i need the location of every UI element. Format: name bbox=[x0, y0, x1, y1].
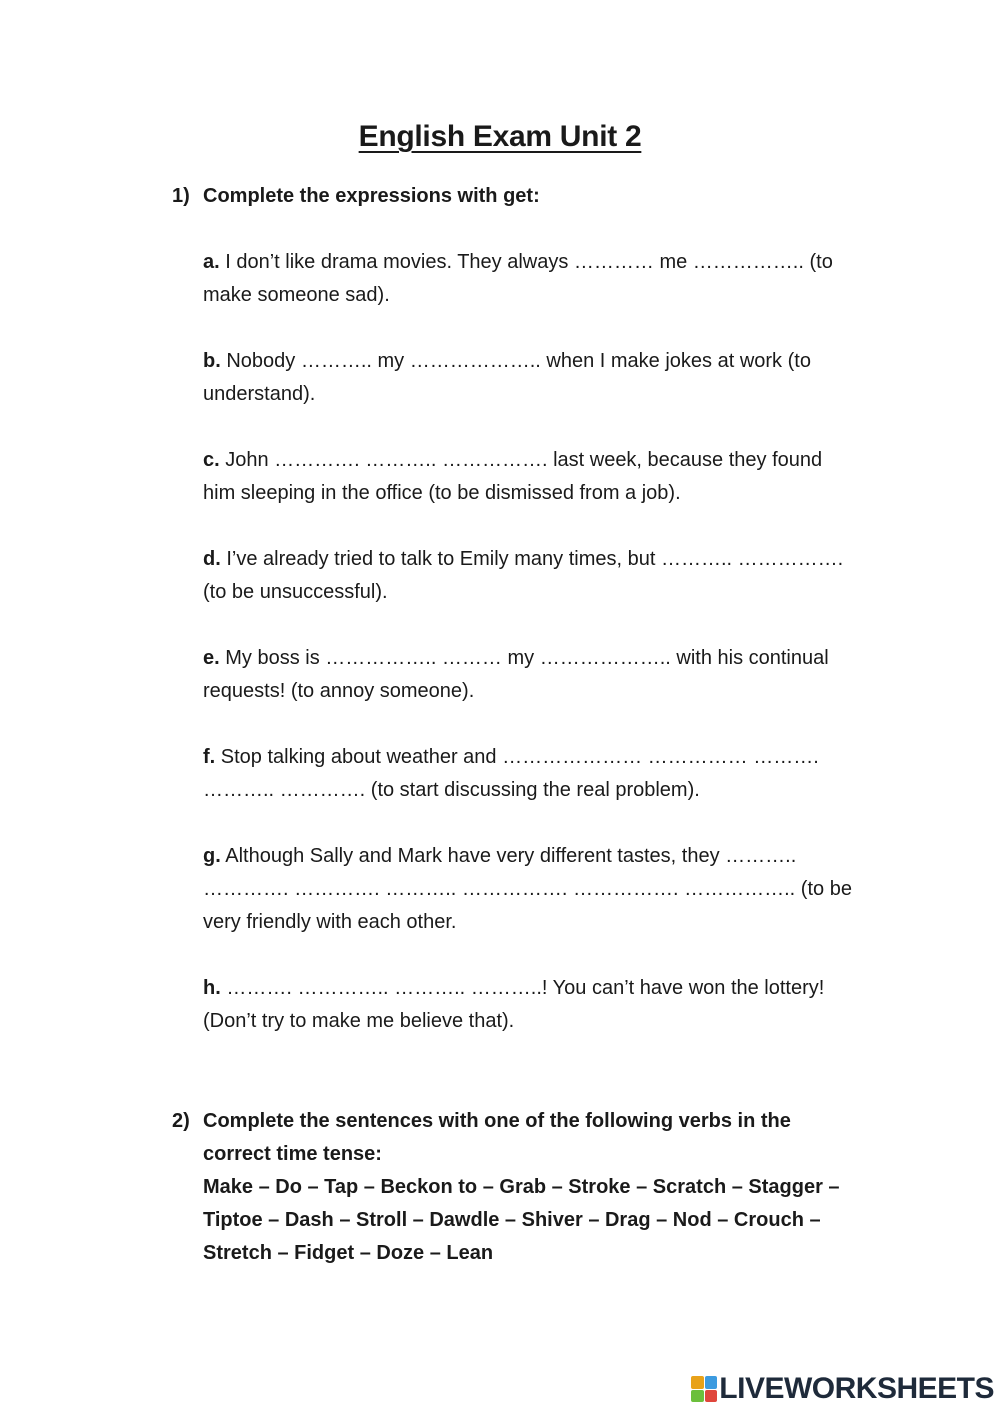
item-letter: b. bbox=[203, 350, 221, 372]
item-text: I’ve already tried to talk to Emily many times, but ……….. ……………. (to be unsuccessful). bbox=[203, 548, 844, 603]
exercise-item-a bbox=[203, 246, 853, 312]
question-prompt: Complete the sentences with one of the following verbs in the correct time tense: bbox=[203, 1110, 791, 1165]
item-text: ………. ………….. ……….. ………..! You can’t have won the lottery! (Don’t try to make me believe that). bbox=[203, 977, 825, 1032]
logo-icon bbox=[691, 1376, 717, 1402]
item-letter: g. bbox=[203, 845, 221, 867]
exercise-item-b bbox=[203, 345, 853, 411]
item-letter: h. bbox=[203, 977, 221, 999]
verb-list: Make – Do – Tap – Beckon to – Grab – Stroke – Scratch – Stagger – Tiptoe – Dash – Stroll – Dawdle – Shiver – Drag – Nod – Crouch – Stretch – Fidget – Doze – Lean bbox=[203, 1176, 840, 1264]
item-text: Nobody ……….. my ……………….. when I make jokes at work (to understand). bbox=[203, 350, 811, 405]
exercise-item-h bbox=[203, 972, 853, 1038]
item-letter: c. bbox=[203, 449, 220, 471]
exercise-item-e bbox=[203, 642, 853, 708]
page-title: English Exam Unit 2 bbox=[358, 120, 642, 153]
exercise-item-g bbox=[203, 840, 853, 939]
question-number: 2) bbox=[172, 1110, 190, 1132]
item-text: Stop talking about weather and ………………… …………… ………. ……….. …………. (to start discussing the real problem). bbox=[203, 746, 819, 801]
item-letter: e. bbox=[203, 647, 220, 669]
logo-square bbox=[705, 1390, 718, 1403]
question-1-heading bbox=[172, 180, 862, 213]
item-text: Although Sally and Mark have very different tastes, they ……….. …………. …………. ……….. ……………. ……………. …………….. (to be very friendly with each other. bbox=[203, 845, 852, 933]
question-number: 1) bbox=[172, 185, 190, 207]
liveworksheets-logo bbox=[691, 1371, 994, 1407]
item-letter: d. bbox=[203, 548, 221, 570]
item-text: My boss is …………….. ……… my ……………….. with his continual requests! (to annoy someone). bbox=[203, 647, 829, 702]
exercise-item-c bbox=[203, 444, 853, 510]
item-text: I don’t like drama movies. They always ………… me …………….. (to make someone sad). bbox=[203, 251, 833, 306]
logo-square bbox=[691, 1390, 704, 1403]
item-letter: a. bbox=[203, 251, 220, 273]
logo-text: LIVEWORKSHEETS bbox=[719, 1372, 994, 1405]
logo-square bbox=[691, 1376, 704, 1389]
exercise-item-d bbox=[203, 543, 853, 609]
exercise-item-f bbox=[203, 741, 853, 807]
item-text: John …………. ……….. ……………. last week, because they found him sleeping in the office (to be dismissed from a job). bbox=[203, 449, 823, 504]
question-2-heading bbox=[172, 1105, 862, 1270]
question-prompt: Complete the expressions with get: bbox=[203, 185, 540, 207]
logo-square bbox=[705, 1376, 718, 1389]
item-letter: f. bbox=[203, 746, 216, 768]
